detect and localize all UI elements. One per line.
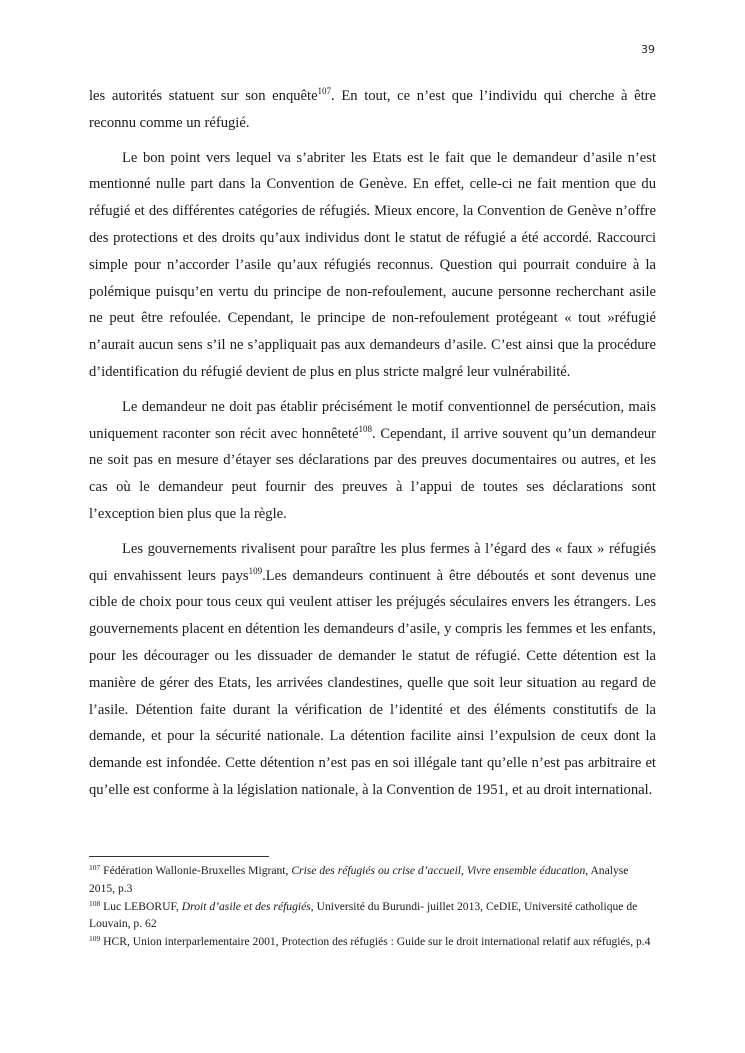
paragraph-text: les autorités statuent sur son enquête [89, 88, 318, 104]
footnote-text: Luc LEBORUF, [100, 899, 182, 913]
footnote-ref-109: 109 [248, 565, 263, 576]
paragraph-text: Le demandeur ne doit pas établir précisément le motif conventionnel de persécution, mais uniquement raconter son récit avec honnêteté [89, 398, 656, 442]
paragraph-1 [89, 83, 656, 137]
footnote-number: 107 [89, 863, 101, 872]
paragraph-text: . En tout, ce n’est que l’individu qui cherche à être reconnu comme un réfugié. [89, 88, 656, 131]
footnote-text: Fédération Wallonie-Bruxelles Migrant, [100, 864, 292, 877]
paragraph-4 [89, 536, 656, 804]
footnote-title: Crise des réfugiés ou crise d’accueil, Vivre ensemble éducation [291, 864, 586, 877]
footnote-109 [89, 933, 656, 951]
body-text [89, 83, 656, 812]
paragraph-text: . Cependant, il arrive souvent qu’un demandeur ne soit pas en mesure d’étayer ses déclarations par des preuves documentaires ou autres, et les cas où le demandeur peut fournir des preuves à l’appui de toutes ses déclarations sont l’exception bien plus que la règle. [89, 425, 656, 522]
paragraph-text: .Les demandeurs continuent à être déboutés et sont devenus une cible de choix pour tous ceux qui veulent attiser les préjugés séculaires envers les étrangers. Les gouvernements placent en détention les demandeurs d’asile, y compris les femmes et les enfants, pour les décourager ou les dissuader de demander le statut de réfugié. Cette détention est la manière de gérer des Etats, les arrivées clandestines, quelle que soit leur situation au regard de l’asile. Détention faite durant la vérification de l’identité et des éléments constitutifs de la demande, et pour la sécurité nationale. La détention facilite ainsi l’expulsion de ceux dont la demande est infondée. Cette détention n’est pas en soi illégale tant qu’elle n’est pas arbitraire et qu’elle est conforme à la législation nationale, à la Convention de 1951, et au droit international. [89, 567, 656, 798]
footnote-separator [89, 856, 269, 857]
footnote-ref-107: 107 [317, 86, 332, 96]
footnote-title: Droit d’asile et des réfugiés [181, 899, 311, 913]
paragraph-text: Le bon point vers lequel va s’abriter les Etats est le fait que le demandeur d’asile n’est mentionné nulle part dans la Convention de Genève. En effet, celle-ci ne fait mention que du réfugié et des différentes catégories de réfugiés. Mieux encore, la Convention de Genève n’offre des protections et des droits qu’aux individus dont le statut de réfugié a été accordé. Raccourci simple pour n’accorder l’asile qu’aux réfugiés reconnus. Question qui pourrait conduire à la polémique puisqu’en vertu du principe de non-refoulement, aucune personne recherchant asile ne peut être refoulée. Cependant, le principe de non-refoulement protégeant « tout »réfugié n’aurait aucun sens s’il ne s’appliquait pas aux demandeurs d’asile. C’est ainsi que la procédure d’identification du réfugié devient de plus en plus stricte malgré leur vulnérabilité. [89, 149, 656, 380]
footnote-107 [89, 862, 656, 898]
footnote-108 [89, 898, 656, 934]
page-number: 39 [641, 43, 655, 56]
paragraph-2 [89, 145, 656, 386]
paragraph-text: Les gouvernements rivalisent pour paraître les plus fermes à l’égard des « faux » réfugiés qui envahissent leurs pays [89, 540, 656, 584]
footnote-number: 109 [89, 934, 101, 944]
footnote-ref-108: 108 [358, 423, 373, 434]
footnote-text: HCR, Union interparlementaire 2001, Protection des réfugiés : Guide sur le droit international relatif aux réfugiés, p.4 [100, 935, 651, 949]
paragraph-3 [89, 394, 656, 528]
footnote-number: 108 [89, 898, 101, 908]
footnote-text: , Université du Burundi- juillet 2013, CeDIE, Université catholique de Louvain, p. 62 [89, 899, 638, 931]
footnotes [89, 862, 656, 951]
footnote-text: , Analyse 2015, p.3 [89, 864, 629, 895]
